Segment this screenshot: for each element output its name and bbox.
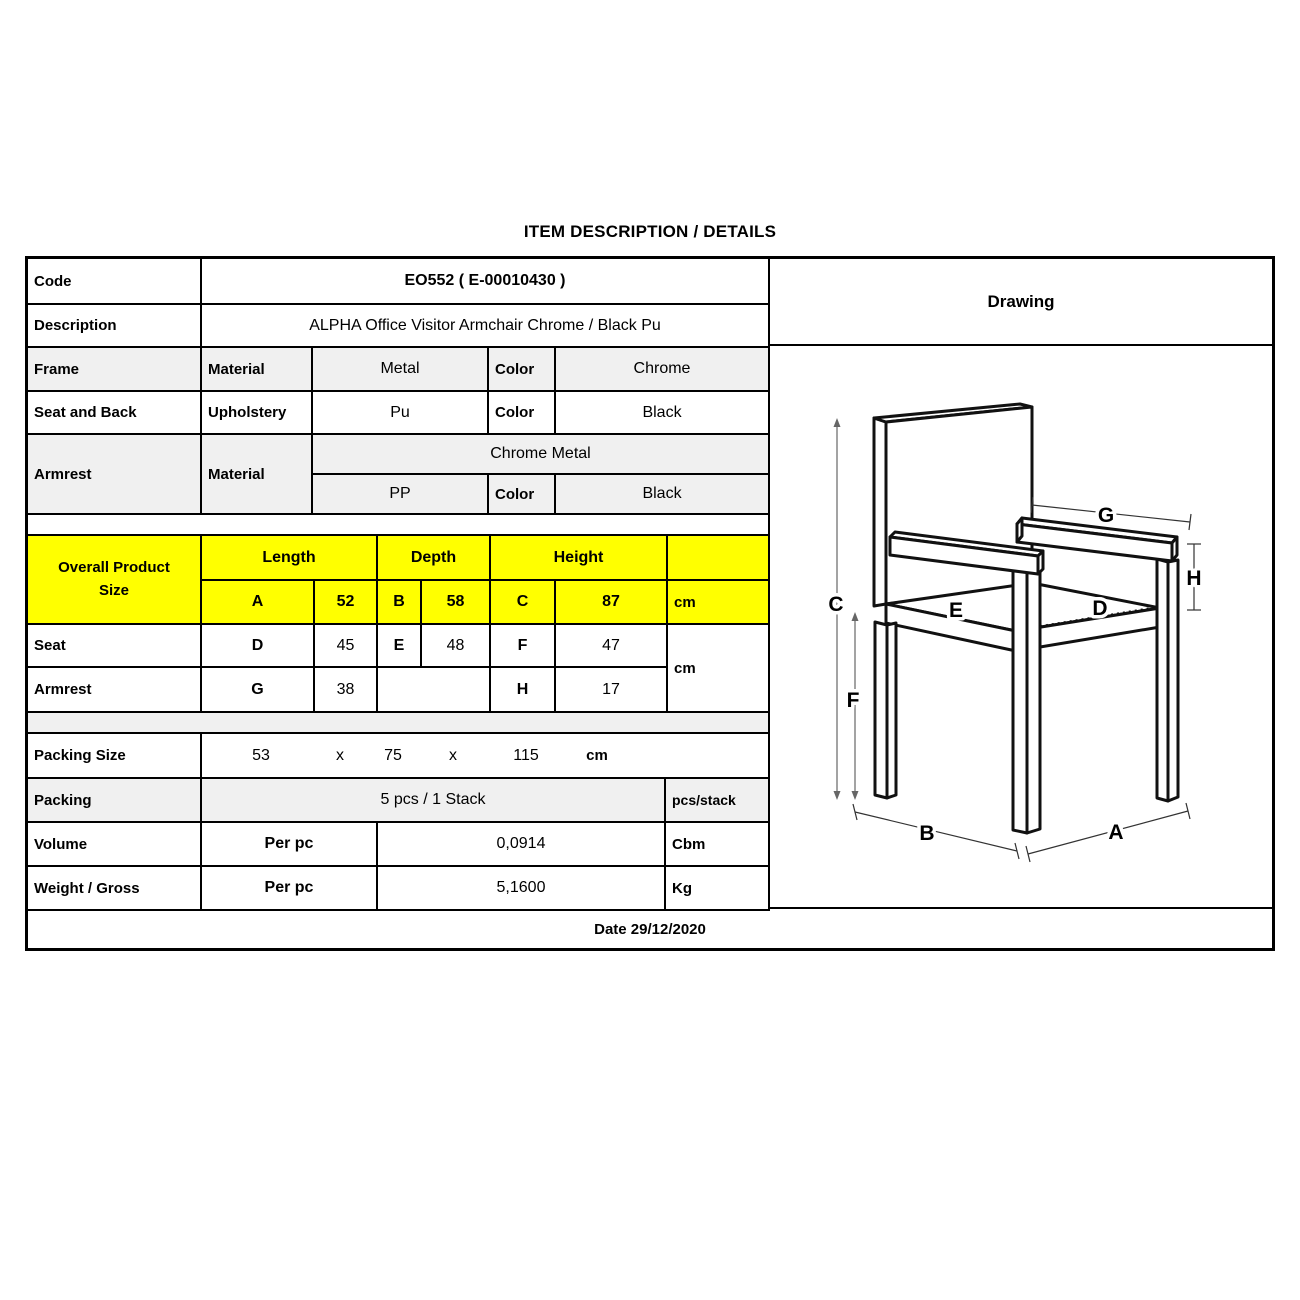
volume-label: Volume [28, 823, 202, 865]
dim-g-label: G [202, 668, 315, 711]
dim-label-F: F [846, 689, 860, 712]
row-frame [28, 348, 768, 392]
drawing-title: Drawing [770, 259, 1272, 346]
chair-leg-front-left [1013, 568, 1027, 833]
chair-back-left-post [874, 418, 886, 606]
row-packing [28, 779, 768, 823]
table-body [28, 259, 1272, 911]
packing-size-x1: x [336, 746, 344, 764]
chair-backrest-panel [886, 407, 1032, 604]
height-header: Height [491, 536, 668, 579]
code-value: EO552 ( E-00010430 ) [404, 272, 566, 289]
size-header-row [202, 536, 768, 581]
packing-size-x2: x [449, 746, 457, 764]
packing-size-v2: 75 [384, 746, 402, 764]
armrest-color-value: Black [642, 485, 682, 502]
row-seat-armrest-sizes [28, 625, 768, 713]
dim-line-B [855, 812, 1017, 851]
overall-size-unit: cm [668, 581, 768, 623]
dim-e-value: 48 [422, 625, 491, 666]
frame-material-label: Material [202, 348, 313, 390]
packing-size-label: Packing Size [28, 734, 202, 777]
dim-b-value: 58 [422, 581, 491, 623]
seat-armrest-cells [28, 625, 668, 711]
packing-unit: pcs/stack [672, 792, 736, 808]
dim-e-label: E [378, 625, 422, 666]
packing-label: Packing [28, 779, 202, 821]
dim-label-E: E [948, 599, 964, 622]
dim-f-label: F [491, 625, 556, 666]
drawing-column [770, 259, 1272, 911]
seat-back-material-label: Upholstery [202, 392, 313, 433]
chair-drawing-svg [770, 346, 1272, 907]
seat-size-row [28, 625, 668, 668]
armrest-color-label: Color [489, 475, 556, 513]
dim-label-H: H [1186, 567, 1202, 590]
dim-c-value: 87 [556, 581, 668, 623]
dim-d-value: 45 [315, 625, 378, 666]
volume-per: Per pc [202, 823, 378, 865]
dim-label-A: A [1108, 821, 1124, 844]
row-code [28, 259, 768, 305]
armrest-size-row [28, 668, 668, 711]
armrest-size-empty [378, 668, 491, 711]
dim-h-value: 17 [556, 668, 668, 711]
date-value: Date 29/12/2020 [594, 921, 706, 938]
armrest-label: Armrest [28, 435, 202, 513]
description-label: Description [28, 305, 202, 346]
frame-color-value: Chrome [633, 360, 691, 377]
row-armrest-material [28, 435, 768, 515]
row-packing-size [28, 734, 768, 779]
armrest-material-bottom-row [313, 475, 768, 513]
separator-cell [28, 515, 768, 534]
dim-d-label: D [202, 625, 315, 666]
packing-value: 5 pcs / 1 Stack [202, 779, 666, 821]
dim-label-B: B [919, 822, 935, 845]
dim-h-label: H [491, 668, 556, 711]
overall-size-label: Overall Product Size [28, 536, 202, 623]
frame-material-value: Metal [313, 348, 489, 390]
armrest-material-cells [313, 435, 768, 513]
armrest-material-label: Material [202, 435, 313, 513]
separator-row-gray [28, 713, 768, 734]
chair-leg-front-right [1157, 559, 1168, 801]
frame-label: Frame [28, 348, 202, 390]
weight-value: 5,1600 [378, 867, 666, 909]
row-volume [28, 823, 768, 867]
row-seat-and-back [28, 392, 768, 435]
chair-drawing [770, 346, 1272, 909]
spec-columns [28, 259, 770, 911]
date-row [28, 911, 1272, 948]
weight-per: Per pc [202, 867, 378, 909]
row-overall-size [28, 536, 768, 625]
dim-g-value: 38 [315, 668, 378, 711]
page-title: ITEM DESCRIPTION / DETAILS [523, 222, 777, 241]
armrest-material-bottom: PP [313, 475, 489, 513]
size-values-row [202, 581, 768, 623]
packing-size-v1: 53 [252, 746, 270, 764]
volume-unit: Cbm [672, 835, 706, 853]
depth-header: Depth [378, 536, 491, 579]
armrest-material-top-row [313, 435, 768, 475]
row-weight [28, 867, 768, 911]
seat-back-material-value: Pu [313, 392, 489, 433]
dim-label-G: G [1097, 504, 1115, 527]
frame-color-label: Color [489, 348, 556, 390]
seat-armrest-unit: cm [674, 659, 696, 677]
dim-label-C: C [828, 593, 844, 616]
description-value: ALPHA Office Visitor Armchair Chrome / Black Pu [309, 316, 661, 334]
overall-size-cells [202, 536, 768, 623]
packing-size-value [202, 734, 768, 777]
item-spec-table [25, 256, 1275, 951]
dim-a-value: 52 [315, 581, 378, 623]
weight-label: Weight / Gross [28, 867, 202, 909]
dim-a-label: A [202, 581, 315, 623]
dim-f-value: 47 [556, 625, 668, 666]
dim-b-label: B [378, 581, 422, 623]
separator-row [28, 515, 768, 536]
weight-unit: Kg [672, 879, 692, 897]
code-label: Code [28, 259, 202, 303]
length-header: Length [202, 536, 378, 579]
seat-back-label: Seat and Back [28, 392, 202, 433]
seat-size-label: Seat [28, 625, 202, 666]
armrest-material-top: Chrome Metal [490, 445, 591, 462]
packing-size-v3: 115 [513, 746, 539, 764]
size-header-empty [668, 536, 768, 579]
row-description [28, 305, 768, 348]
armrest-size-label: Armrest [28, 668, 202, 711]
seat-back-color-label: Color [489, 392, 556, 433]
chair-leg-back-left [875, 622, 887, 798]
seat-back-color-value: Black [642, 403, 682, 421]
separator-cell-gray [28, 713, 768, 732]
dim-c-label: C [491, 581, 556, 623]
dim-label-D: D [1092, 597, 1108, 620]
packing-size-unit: cm [586, 747, 608, 764]
volume-value: 0,0914 [378, 823, 666, 865]
